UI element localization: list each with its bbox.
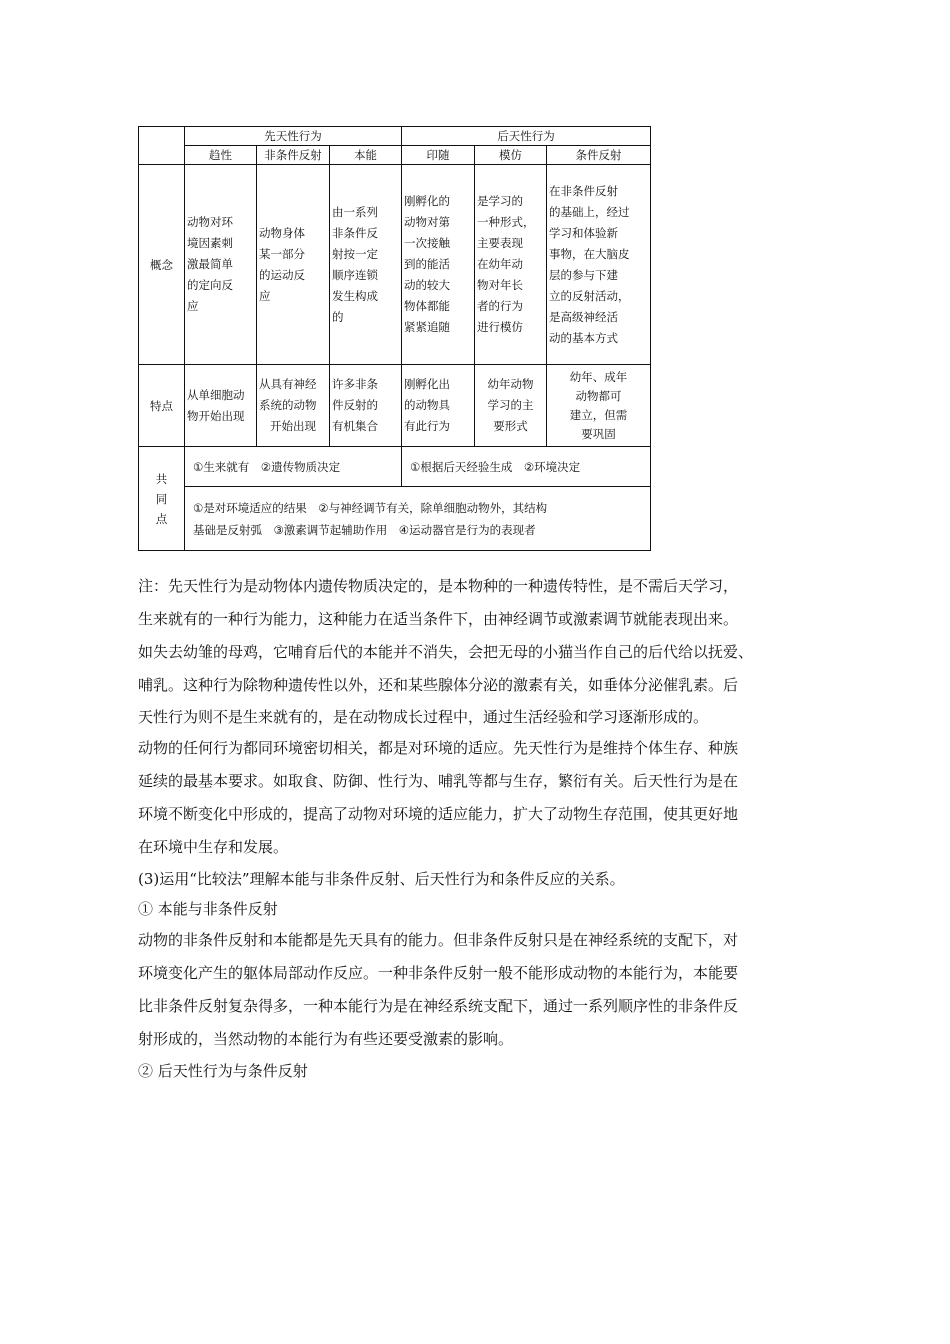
text-line: 延续的最基本要求。如取食、防御、性行为、哺乳等都与生存，繁衍有关。后天性行为是在 xyxy=(138,772,739,790)
text-line: ② 后天性行为与条件反射 xyxy=(138,1062,308,1080)
feature-cell: 许多非条 件反射的 有机集合 xyxy=(330,365,402,447)
column-header: 非条件反射 xyxy=(257,146,330,165)
text-line: 天性行为则不是生来就有的，是在动物成长过程中，通过生活经验和学习逐渐形成的。 xyxy=(138,708,709,726)
column-header: 条件反射 xyxy=(547,146,651,165)
corner-cell xyxy=(139,127,185,165)
text-line: 动物的非条件反射和本能都是先天具有的能力。但非条件反射只是在神经系统的支配下，对 xyxy=(138,931,739,949)
text-line: 环境不断变化中形成的，提高了动物对环境的适应能力，扩大了动物生存范围，使其更好地 xyxy=(138,805,739,823)
text-line: 注：先天性行为是动物体内遗传物质决定的，是本物种的一种遗传特性，是不需后天学习， xyxy=(138,577,739,595)
concept-cell: 由一系列 非条件反 射按一定 顺序连锁 发生构成 的 xyxy=(330,165,402,365)
header-learned: 后天性行为 xyxy=(402,127,651,146)
column-header: 印随 xyxy=(402,146,475,165)
behavior-comparison-table-image xyxy=(138,126,650,550)
column-header: 模仿 xyxy=(475,146,547,165)
row-label-feature: 特点 xyxy=(139,365,185,447)
feature-cell: 幼年动物 学习的主 要形式 xyxy=(475,365,547,447)
concept-cell: 在非条件反射 的基础上，经过 学习和体验新 事物，在大脑皮 层的参与下建 立的反射活动， 是高级神经活 动的基本方式 xyxy=(547,165,651,365)
comparison-table xyxy=(138,126,651,551)
concept-cell: 刚孵化的 动物对第 一次接触 到的能活 动的较大 物体都能 紧紧追随 xyxy=(402,165,475,365)
column-header: 本能 xyxy=(330,146,402,165)
text-line: 哺乳。这种行为除物种遗传性以外，还和某些腺体分泌的激素有关，如垂体分泌催乳素。后 xyxy=(138,676,739,694)
text-line: 环境变化产生的躯体局部动作反应。一种非条件反射一般不能形成动物的本能行为，本能要 xyxy=(138,964,739,982)
body-text xyxy=(138,570,838,1086)
concept-cell: 是学习的 一种形式， 主要表现 在幼年动 物对年长 者的行为 进行模仿 xyxy=(475,165,547,365)
text-line: 在环境中生存和发展。 xyxy=(138,838,289,856)
concept-cell: 动物对环 境因素刺 激最简单 的定向反 应 xyxy=(185,165,257,365)
text-line: (3)运用“比较法”理解本能与非条件反射、后天性行为和条件反应的关系。 xyxy=(138,870,625,888)
common-learned: ①根据后天经验生成 ②环境决定 xyxy=(402,447,651,487)
row-label-common: 共 同 点 xyxy=(139,447,185,551)
common-innate: ①生来就有 ②遗传物质决定 xyxy=(185,447,402,487)
text-line: 射形成的，当然动物的本能行为有些还要受激素的影响。 xyxy=(138,1030,514,1048)
feature-cell: 从单细胞动 物开始出现 xyxy=(185,365,257,447)
text-line: 动物的任何行为都同环境密切相关，都是对环境的适应。先天性行为是维持个体生存、种族 xyxy=(138,739,739,757)
row-label-concept: 概念 xyxy=(139,165,185,365)
feature-cell: 刚孵化出 的动物具 有此行为 xyxy=(402,365,475,447)
text-line: 如失去幼雏的母鸡，它哺育后代的本能并不消失，会把无母的小猫当作自己的后代给以抚爱、 xyxy=(138,643,754,661)
column-header: 趋性 xyxy=(185,146,257,165)
common-all: ①是对环境适应的结果 ②与神经调节有关，除单细胞动物外，其结构 基础是反射弧 ③激素调节起辅助作用 ④运动器官是行为的表现者 xyxy=(185,487,651,551)
text-line: ① 本能与非条件反射 xyxy=(138,900,278,918)
text-line: 比非条件反射复杂得多，一种本能行为是在神经系统支配下，通过一系列顺序性的非条件反 xyxy=(138,997,739,1015)
feature-cell: 幼年、成年 动物都可 建立，但需 要巩固 xyxy=(547,365,651,447)
header-innate: 先天性行为 xyxy=(185,127,402,146)
feature-cell: 从具有神经 系统的动物 开始出现 xyxy=(257,365,330,447)
concept-cell: 动物身体 某一部分 的运动反 应 xyxy=(257,165,330,365)
text-line: 生来就有的一种行为能力，这种能力在适当条件下，由神经调节或激素调节就能表现出来。 xyxy=(138,610,739,628)
